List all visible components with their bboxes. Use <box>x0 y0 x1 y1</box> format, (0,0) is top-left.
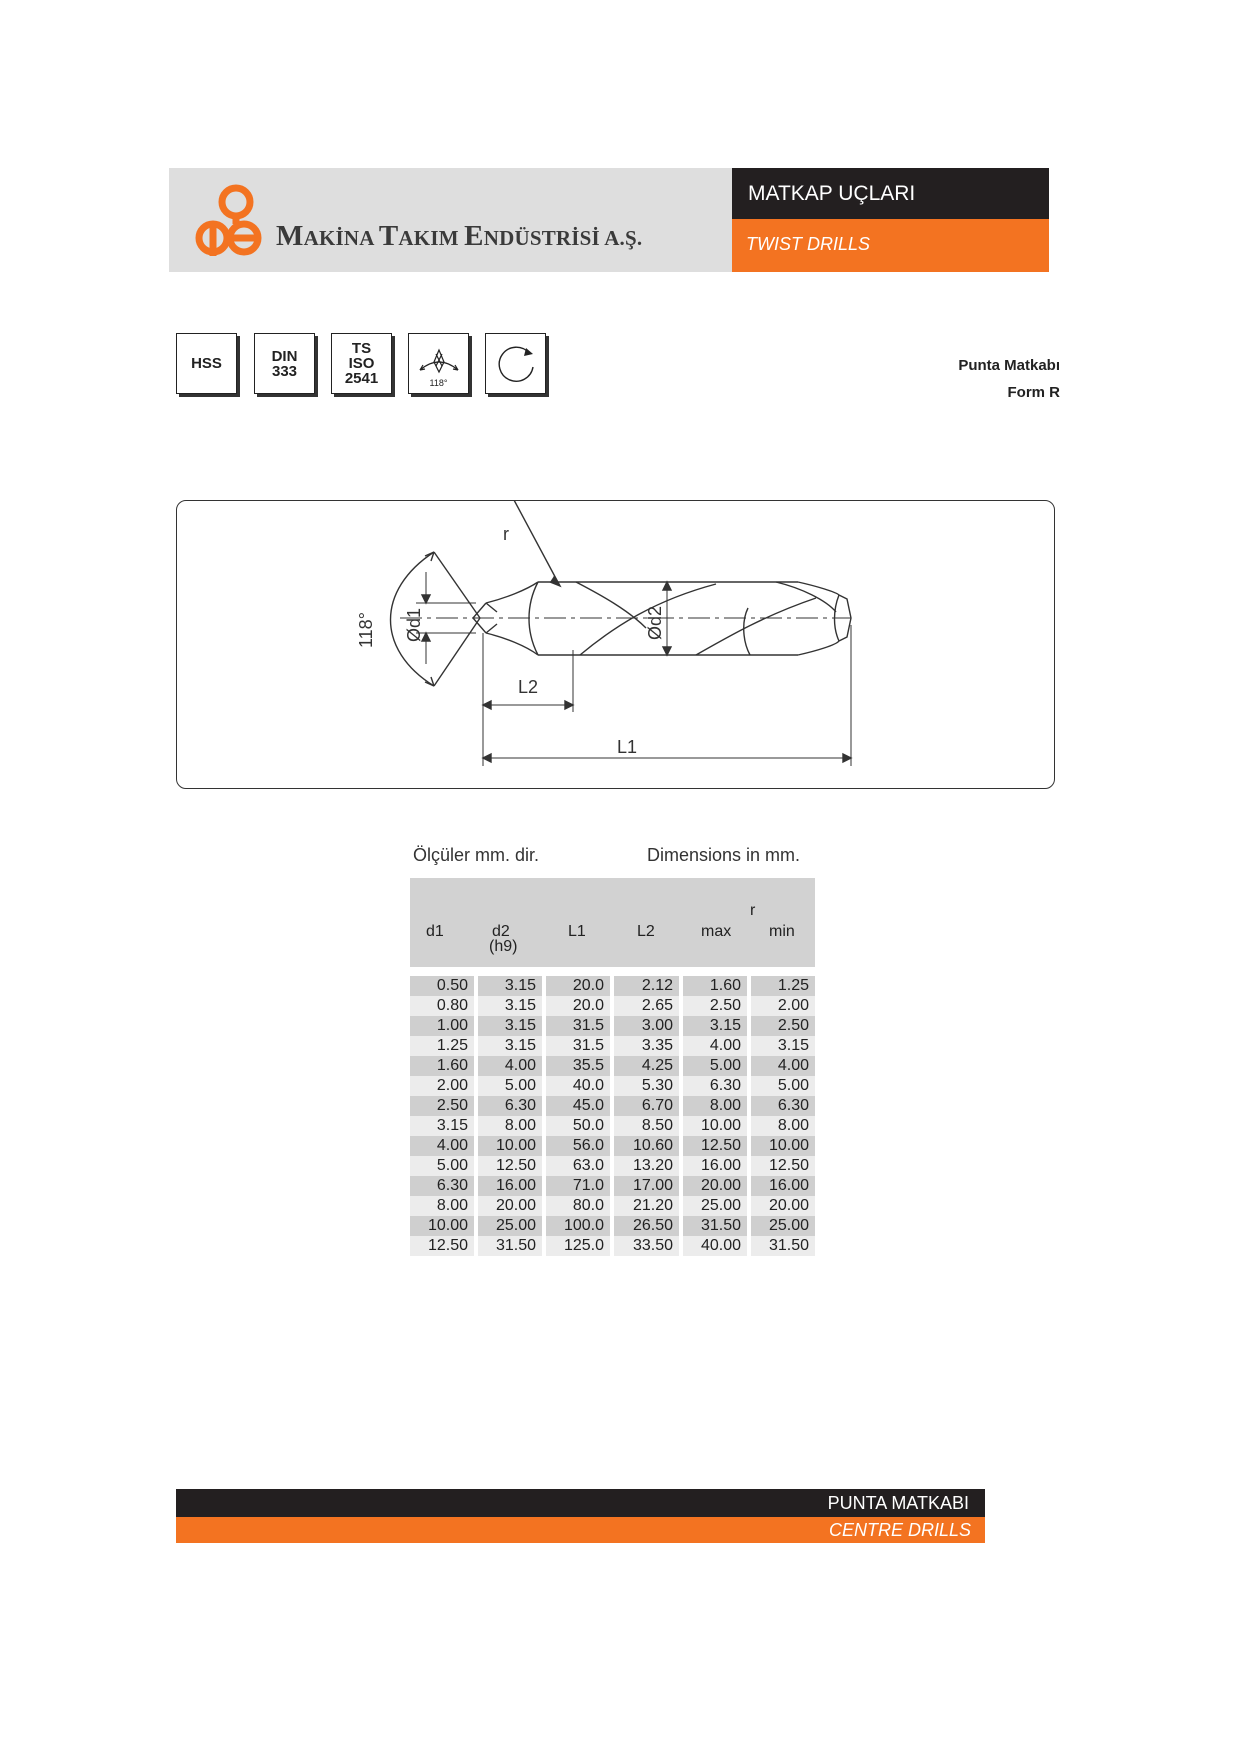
point-angle-label: 118° <box>429 378 448 388</box>
company-name-part: A.Ş. <box>604 226 643 250</box>
cell-d2: 5.00 <box>478 1076 542 1096</box>
cell-r-max: 25.00 <box>683 1196 747 1216</box>
cell-r-min: 3.15 <box>751 1036 815 1056</box>
product-name: Punta Matkabı <box>958 357 1060 374</box>
cell-l1: 31.5 <box>546 1036 610 1056</box>
header-r: r <box>750 902 756 919</box>
cell-d1: 1.60 <box>410 1056 474 1076</box>
cell-r-min: 2.50 <box>751 1016 815 1036</box>
cell-r-min: 25.00 <box>751 1216 815 1236</box>
table-row <box>410 1076 815 1096</box>
centre-drill-drawing <box>176 500 1055 789</box>
cell-d2: 3.15 <box>478 976 542 996</box>
cell-d1: 0.80 <box>410 996 474 1016</box>
cell-l2: 2.65 <box>614 996 679 1016</box>
cell-r-min: 8.00 <box>751 1116 815 1136</box>
cell-l2: 17.00 <box>614 1176 679 1196</box>
table-row <box>410 1056 815 1076</box>
footer-title-en: CENTRE DRILLS <box>176 1517 985 1543</box>
cell-l1: 50.0 <box>546 1116 610 1136</box>
cell-r-max: 10.00 <box>683 1116 747 1136</box>
cell-l1: 56.0 <box>546 1136 610 1156</box>
cell-d2: 3.15 <box>478 1016 542 1036</box>
product-form: Form R <box>1007 384 1060 401</box>
din-badge <box>254 333 315 394</box>
cell-d2: 16.00 <box>478 1176 542 1196</box>
cell-l1: 35.5 <box>546 1056 610 1076</box>
hss-badge <box>176 333 237 394</box>
footer-title-tr: PUNTA MATKABI <box>176 1489 985 1517</box>
table-row <box>410 1036 815 1056</box>
cell-d1: 1.00 <box>410 1016 474 1036</box>
table-row <box>410 1196 815 1216</box>
table-row <box>410 1236 815 1256</box>
l1-label: L1 <box>617 737 638 757</box>
cell-d1: 10.00 <box>410 1216 474 1236</box>
hss-label: HSS <box>191 355 222 372</box>
table-row <box>410 976 815 996</box>
cell-l2: 8.50 <box>614 1116 679 1136</box>
cell-r-min: 5.00 <box>751 1076 815 1096</box>
company-name-initial: T <box>378 220 399 252</box>
category-title-tr: MATKAP UÇLARI <box>732 168 1049 219</box>
din-label: DIN <box>271 347 298 365</box>
cell-r-min: 20.00 <box>751 1196 815 1216</box>
din-number: 333 <box>271 362 298 380</box>
iso-number: 2541 <box>344 370 379 387</box>
cell-l2: 21.20 <box>614 1196 679 1216</box>
cell-r-min: 10.00 <box>751 1136 815 1156</box>
cell-d2: 31.50 <box>478 1236 542 1256</box>
company-name-part: AKİNA <box>303 226 379 250</box>
header-l2: L2 <box>637 923 655 940</box>
company-name-part: NDÜSTRİSİ <box>483 226 605 250</box>
cell-r-max: 8.00 <box>683 1096 747 1116</box>
cell-l2: 3.00 <box>614 1016 679 1036</box>
cell-d1: 2.50 <box>410 1096 474 1116</box>
cell-d2: 8.00 <box>478 1116 542 1136</box>
cell-l2: 6.70 <box>614 1096 679 1116</box>
cell-r-max: 5.00 <box>683 1056 747 1076</box>
ts-label: TS <box>351 340 372 357</box>
table-row <box>410 1216 815 1236</box>
cell-d1: 6.30 <box>410 1176 474 1196</box>
cell-d2: 25.00 <box>478 1216 542 1236</box>
cell-r-max: 4.00 <box>683 1036 747 1056</box>
cell-l2: 26.50 <box>614 1216 679 1236</box>
table-row <box>410 1156 815 1176</box>
cell-r-max: 2.50 <box>683 996 747 1016</box>
cell-l2: 3.35 <box>614 1036 679 1056</box>
header-d2-tolerance: (h9) <box>489 938 518 955</box>
d2-label: Ød2 <box>645 605 665 640</box>
cell-d1: 4.00 <box>410 1136 474 1156</box>
cell-l1: 63.0 <box>546 1156 610 1176</box>
ts-iso-badge <box>331 333 392 394</box>
cell-l1: 20.0 <box>546 996 610 1016</box>
drill-point-angle-icon <box>416 348 462 378</box>
cell-r-max: 40.00 <box>683 1236 747 1256</box>
table-header <box>410 878 815 967</box>
point-angle-badge <box>408 333 469 394</box>
company-name-initial: M <box>276 220 304 252</box>
l2-label: L2 <box>518 677 539 697</box>
company-name-initial: E <box>464 220 484 252</box>
cell-d2: 12.50 <box>478 1156 542 1176</box>
table-row <box>410 1096 815 1116</box>
cell-d2: 20.00 <box>478 1196 542 1216</box>
cell-l1: 40.0 <box>546 1076 610 1096</box>
table-row <box>410 1176 815 1196</box>
rotation-direction-icon <box>493 341 539 387</box>
cell-d1: 12.50 <box>410 1236 474 1256</box>
cell-l2: 13.20 <box>614 1156 679 1176</box>
cell-l1: 45.0 <box>546 1096 610 1116</box>
cell-d1: 5.00 <box>410 1156 474 1176</box>
cell-r-max: 3.15 <box>683 1016 747 1036</box>
cell-d2: 10.00 <box>478 1136 542 1156</box>
header-l1: L1 <box>568 923 586 940</box>
table-row <box>410 1116 815 1136</box>
cell-r-max: 6.30 <box>683 1076 747 1096</box>
cell-l2: 10.60 <box>614 1136 679 1156</box>
company-name <box>276 220 642 253</box>
table-row <box>410 1016 815 1036</box>
cell-l1: 71.0 <box>546 1176 610 1196</box>
units-note-en: Dimensions in mm. <box>647 845 801 865</box>
cell-r-max: 20.00 <box>683 1176 747 1196</box>
angle-label: 118° <box>356 612 376 648</box>
cell-l2: 5.30 <box>614 1076 679 1096</box>
cell-r-max: 1.60 <box>683 976 747 996</box>
cell-l1: 100.0 <box>546 1216 610 1236</box>
cell-r-max: 12.50 <box>683 1136 747 1156</box>
dimension-table-body <box>410 976 815 1256</box>
cell-d1: 3.15 <box>410 1116 474 1136</box>
cell-l2: 4.25 <box>614 1056 679 1076</box>
rotation-badge <box>485 333 546 394</box>
company-name-part: AKIM <box>398 226 465 250</box>
cell-r-min: 16.00 <box>751 1176 815 1196</box>
cell-r-min: 31.50 <box>751 1236 815 1256</box>
header-r-min: min <box>769 923 795 940</box>
category-title-en: TWIST DRILLS <box>732 219 1049 272</box>
company-logo <box>190 180 270 260</box>
cell-l1: 125.0 <box>546 1236 610 1256</box>
cell-l2: 33.50 <box>614 1236 679 1256</box>
cell-d2: 6.30 <box>478 1096 542 1116</box>
cell-r-min: 4.00 <box>751 1056 815 1076</box>
cell-d2: 3.15 <box>478 996 542 1016</box>
cell-d1: 8.00 <box>410 1196 474 1216</box>
cell-d2: 3.15 <box>478 1036 542 1056</box>
cell-r-max: 16.00 <box>683 1156 747 1176</box>
cell-r-min: 6.30 <box>751 1096 815 1116</box>
cell-d1: 2.00 <box>410 1076 474 1096</box>
header-d2: d2 <box>492 923 510 940</box>
cell-r-min: 12.50 <box>751 1156 815 1176</box>
d1-label: Ød1 <box>404 607 424 642</box>
cell-l1: 80.0 <box>546 1196 610 1216</box>
header-r-max: max <box>701 923 732 940</box>
r-label: r <box>503 524 509 544</box>
cell-l1: 20.0 <box>546 976 610 996</box>
table-row <box>410 996 815 1016</box>
iso-label: ISO <box>348 355 375 372</box>
cell-l1: 31.5 <box>546 1016 610 1036</box>
cell-r-max: 31.50 <box>683 1216 747 1236</box>
units-note-tr: Ölçüler mm. dir. <box>413 845 540 865</box>
cell-r-min: 1.25 <box>751 976 815 996</box>
cell-l2: 2.12 <box>614 976 679 996</box>
cell-r-min: 2.00 <box>751 996 815 1016</box>
cell-d1: 0.50 <box>410 976 474 996</box>
cell-d1: 1.25 <box>410 1036 474 1056</box>
table-row <box>410 1136 815 1156</box>
cell-d2: 4.00 <box>478 1056 542 1076</box>
header-d1: d1 <box>426 923 444 940</box>
